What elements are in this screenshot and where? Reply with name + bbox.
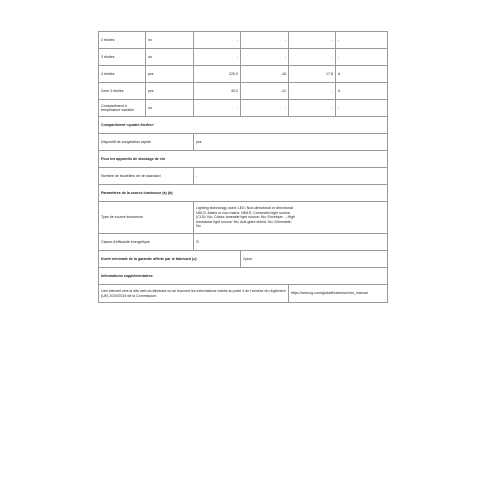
info-link-value: https://www.lg.com/global/business/mnr_manual [289, 285, 388, 303]
compartment-label: 4 étoiles [99, 66, 146, 83]
compartment-row [99, 83, 388, 100]
warranty-value: 2year [241, 251, 388, 268]
compartment-rows [99, 32, 388, 117]
compartment-value-4: A [336, 66, 388, 83]
info-heading-row [99, 268, 388, 285]
compartment-flag: yes [146, 83, 194, 100]
compartment-value-1: - [194, 100, 241, 117]
fast-freeze-value: yes [194, 134, 388, 151]
compartment-row [99, 49, 388, 66]
compartment-value-2: - [241, 32, 289, 49]
compartment-value-1: - [194, 49, 241, 66]
warranty-row [99, 251, 388, 268]
light-type-text: Lighting technology used: LED; Non-directional or directional: NDLS; Mains or non-mains: NMLS; Connected light source (CLS): No; Colour-tuneable light source: No; Envelope: -; High luminance light source: No; Anti-glare shield: No; Dimmable: No [196, 206, 296, 229]
compartment-label: Zone 2 étoiles [99, 83, 146, 100]
info-heading: Informations supplémentaires: [99, 268, 388, 285]
compartment-label: 2 étoiles [99, 32, 146, 49]
warranty-label: Durée minimale de la garantie offerte par le fabricant (c): [99, 251, 241, 268]
compartment-value-4: - [336, 32, 388, 49]
compartment-row [99, 66, 388, 83]
energy-class-value: G [194, 234, 388, 251]
info-link-row [99, 285, 388, 303]
compartment-value-3: - [289, 49, 336, 66]
compartment-value-2: -18 [241, 66, 289, 83]
compartment-flag: no [146, 49, 194, 66]
compartment-flag: yes [146, 66, 194, 83]
light-type-row [99, 202, 388, 234]
compartment-label: Compartiment à température variable [99, 100, 146, 117]
wine-heading-row [99, 151, 388, 168]
compartment-value-2: - [241, 100, 289, 117]
wine-heading: Pour les appareils de stockage de vin [99, 151, 388, 168]
compartment-flag: no [146, 100, 194, 117]
light-type-value [194, 202, 388, 234]
compartment-value-2: - [241, 49, 289, 66]
compartment-row [99, 100, 388, 117]
compartment-row [99, 32, 388, 49]
compartment-value-2: -12 [241, 83, 289, 100]
light-heading: Paramètres de la source lumineuse (a) (b): [99, 185, 388, 202]
compartment-value-1: 40,0 [194, 83, 241, 100]
wine-bottles-value: - [194, 168, 388, 185]
compartment-value-1: - [194, 32, 241, 49]
light-heading-row [99, 185, 388, 202]
energy-class-row [99, 234, 388, 251]
info-link-label: Lien internet vers le site web du fabricant où se trouvent les informations visées au point 4 de l'annexe du règlement (UE) 2019/2019 de la Commission: [99, 285, 289, 303]
compartment-label: 3 étoiles [99, 49, 146, 66]
compartment-value-4: - [336, 100, 388, 117]
compartment-value-1: 220,0 [194, 66, 241, 83]
wine-bottles-label: Nombre de bouteilles de vin standard [99, 168, 194, 185]
compartment-value-4: A [336, 83, 388, 100]
compartment-value-3: 17,8 [289, 66, 336, 83]
remaining-rows [99, 117, 388, 303]
energy-class-label: Classe d'efficacité énergétique [99, 234, 194, 251]
fast-freeze-row [99, 134, 388, 151]
product-information-table [98, 31, 388, 303]
compartment-value-3: - [289, 32, 336, 49]
compartment-value-3: - [289, 83, 336, 100]
compartment-flag: no [146, 32, 194, 49]
wine-bottles-row [99, 168, 388, 185]
fast-freeze-label: Dispositif de congélation rapide [99, 134, 194, 151]
four-star-heading: Compartiment «quatre étoiles» [99, 117, 388, 134]
compartment-value-3: - [289, 100, 336, 117]
four-star-heading-row [99, 117, 388, 134]
light-type-label: Type de source lumineuse [99, 202, 194, 234]
compartment-value-4: - [336, 49, 388, 66]
